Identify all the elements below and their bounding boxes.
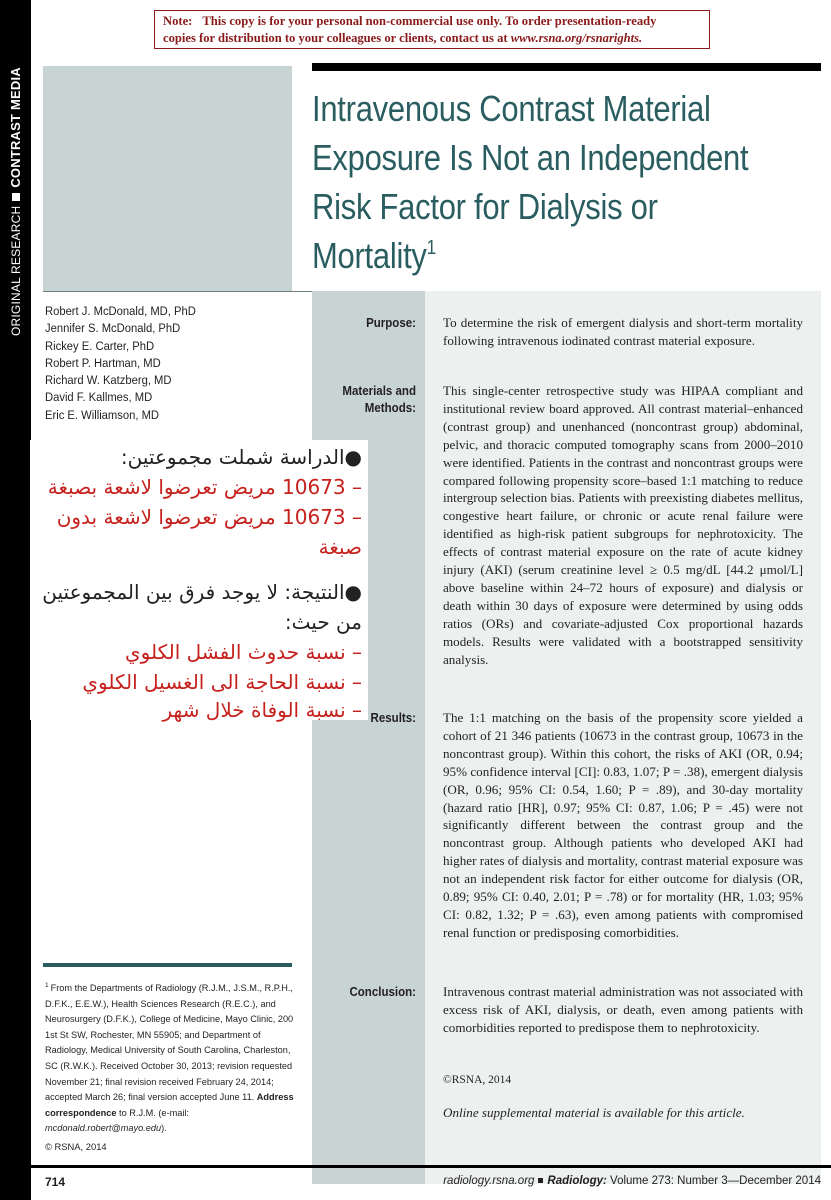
note-label: Note: — [163, 14, 193, 28]
annotation-line: – 10673 مريض تعرضوا لاشعة بصبغة — [47, 475, 362, 499]
section-label — [8, 67, 23, 336]
author: Robert P. Hartman, MD — [45, 355, 161, 370]
annotation-line: من حيث: — [284, 610, 362, 634]
footer-rule — [31, 1165, 831, 1168]
title-footnote-marker: 1 — [426, 237, 436, 259]
author: Eric E. Williamson, MD — [45, 407, 160, 422]
supplemental-note: Online supplemental material is available for this article. — [443, 1105, 745, 1120]
author: Richard W. Katzberg, MD — [45, 373, 172, 388]
conclusion-heading: Conclusion: — [349, 984, 416, 999]
issue-info: Volume 273: Number 3—December 2014 — [606, 1175, 821, 1187]
correspondence-label: Address correspondence — [45, 1092, 294, 1118]
footnote-marker: 1 — [45, 982, 49, 989]
footnote-rule — [43, 963, 292, 967]
section-name: ORIGINAL RESEARCH — [9, 205, 23, 336]
annotation-line: صبغة — [318, 535, 362, 559]
correspondence-email[interactable]: mcdonald.robert@mayo.edu — [45, 1123, 162, 1134]
site-link[interactable]: radiology.rsna.org — [443, 1175, 535, 1187]
annotation-line: – نسبة الوفاة خلال شهر — [162, 698, 362, 722]
conclusion-text: Intravenous contrast material administration was not associated with excess risk of AKI, dialysis, or death, even among patients with comorbidities reported to predispose them to nephrotoxicity. — [443, 984, 803, 1035]
annotation-line: ●النتيجة: لا يوجد فرق بين المجموعتين — [42, 580, 362, 604]
footnote-text: From the Departments of Radiology (R.J.M., J.S.M., R.P.H., D.F.K., E.E.W.), Health Sciences Research (R.E.C.), and Neurosurgery (D.F.K.), College of Medicine, Mayo Clinic, 200 1st St SW, Rochester, MN 55905; and Department of Radiology, Medical University of South Carolina, Charleston, SC (R.W.K.). Received October 30, 2013; revision requested November 21; final revision received February 24, 2014; accepted March 26; final version accepted June 11. — [45, 983, 294, 1103]
title-line-3: Risk Factor for Dialysis or — [312, 186, 658, 227]
arabic-annotation — [30, 440, 368, 720]
header-panel — [43, 66, 292, 291]
journal-name: Radiology: — [547, 1175, 607, 1187]
annotation-line: – نسبة الحاجة الى الغسيل الكلوي — [82, 670, 362, 694]
purpose-text: To determine the risk of emergent dialysis and short-term mortality following intravenous iodinated contrast material exposure. — [443, 315, 803, 348]
article-title — [312, 84, 749, 280]
bullet-icon — [538, 1178, 543, 1183]
abstract-label-column — [312, 291, 425, 1184]
purpose-heading: Purpose: — [366, 315, 416, 330]
title-line-2: Exposure Is Not an Independent — [312, 137, 749, 178]
author: Robert J. McDonald, MD, PhD — [45, 304, 196, 318]
footnote-copyright: © RSNA, 2014 — [45, 1141, 107, 1152]
title-line-1: Intravenous Contrast Material — [312, 88, 711, 129]
annotation-line: ●الدراسة شملت مجموعتين: — [120, 445, 362, 469]
results-heading: Results: — [370, 710, 416, 725]
annotation-line: – نسبة حدوث الفشل الكلوي — [124, 640, 362, 664]
methods-text: This single-center retrospective study was HIPAA compliant and institutional review board approved. All contrast material–enhanced (contrast group) and unenhanced (noncontrast group) abdominal, pelvic, and thoracic computed tomography scans from 2000–2010 were identified. Patients in the contrast and noncontrast groups were compared following propensity score–based 1:1 matching to reduce intergroup selection bias. Patients with preexisting diabetes mellitus, congestive heart failure, or chronic or acute renal failure were identified as high-risk patient subgroups for nephrotoxicity. The effects of contrast material exposure on the rate of acute kidney injury (AKI) (serum creatinine level ≥ 0.5 mg/dL [44.2 μmol/L] above baseline within 24–72 hours of exposure) and dialysis or death within 30 days of exposure were determined by using odds ratios (ORs) and covariate-adjusted Cox proportional hazards models. Results were validated with a bootstrapped sensitivity analysis. — [443, 383, 803, 667]
abstract-copyright: ©RSNA, 2014 — [443, 1074, 512, 1086]
author: David F. Kallmes, MD — [45, 390, 153, 405]
results-text: The 1:1 matching on the basis of the propensity score yielded a cohort of 21 346 patients (10673 in the contrast group, 10673 in the noncontrast group). Within this cohort, the risks of AKI (OR, 0.94; 95% confidence interval [CI]: 0.83, 1.07; P = .38), emergent dialysis (OR, 0.96; 95% CI: 0.54, 1.60; P = .89), and 30-day mortality (hazard ratio [HR], 0.97; 95% CI: 0.87, 1.06; P = .45) were not significantly different between the contrast group and the noncontrast group. Although patients who developed AKI had higher rates of dialysis and mortality, contrast material exposure was not an independent risk factor for either outcome for dialysis (OR, 0.89; 95% CI: 0.40, 2.01; P = .78) or for mortality (HR, 1.03; 95% CI: 0.82, 1.32; P = .63), even among patients with compromised renal function or predisposing comorbidities. — [443, 710, 803, 940]
rights-link[interactable]: www.rsna.org/rsnarights. — [510, 31, 643, 45]
correspondence-text: to R.J.M. (e-mail: — [116, 1107, 189, 1118]
author: Jennifer S. McDonald, PhD — [45, 321, 181, 336]
methods-heading: Materials and Methods: — [342, 383, 416, 415]
affiliation-footnote: $^1$ From the Departments of Radiology (R.J.M., J.S.M., R.P.H., D.F.K., E.E.W.), Health Sciences Research (R.E.C.), and Neurosurgery (D.F.K.), College of Medicine, Mayo Clinic, 200 1st St SW, Rochester, MN 55905; and Department of Radiology, Medical University of South Carolina, Charleston, SC (R.W.K.). Received October 30, 2013; revision requested November 21; final revision received February 24, 2014; accepted March 26; final version accepted June 11. Address correspondence to R.J.M. (e-mail: mcdonald.robert@mayo.edu). — [45, 982, 294, 1134]
note-line-2: copies for distribution to your colleagues or clients, contact us at — [163, 31, 511, 45]
usage-note — [154, 10, 710, 49]
author: Rickey E. Carter, PhD — [45, 338, 155, 353]
note-line-1: This copy is for your personal non-commercial use only. To order presentation-ready — [202, 14, 657, 28]
title-rule — [312, 63, 821, 71]
sidebar-strip — [0, 0, 31, 1200]
title-line-4: Mortality — [312, 235, 427, 276]
category-name: CONTRAST MEDIA — [8, 67, 23, 188]
page-number: 714 — [45, 1175, 66, 1189]
annotation-line: – 10673 مريض تعرضوا لاشعة بدون — [56, 505, 362, 529]
journal-citation — [443, 1175, 821, 1187]
author-list — [45, 303, 196, 424]
square-bullet-icon — [12, 193, 20, 201]
